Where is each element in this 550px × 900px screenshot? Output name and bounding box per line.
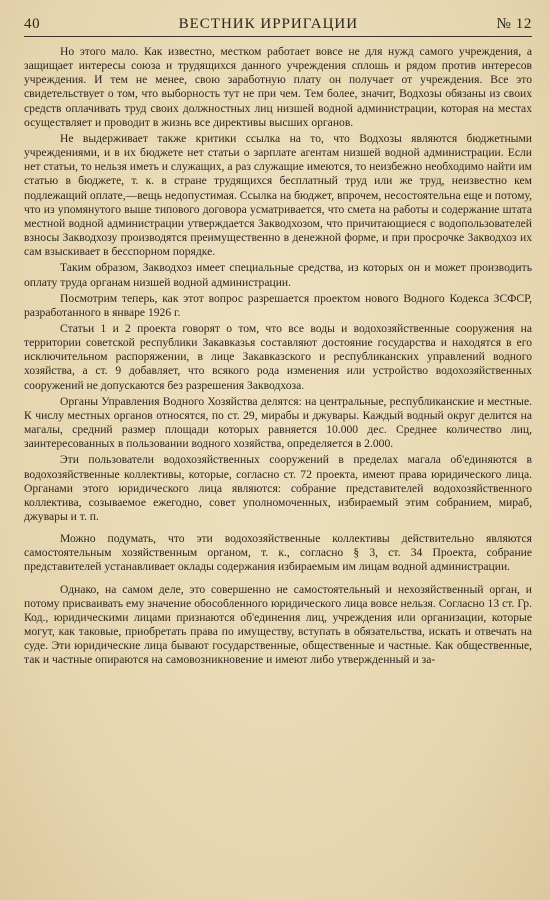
paragraph: Органы Управления Водного Хозяйства делятся: на центральные, республиканские и местные. К числу местных органов относятся, по ст. 29, мирабы и джувары. Каждый водный округ делится на магалы, средний размер площади которых равняется 10.000 дес. Среднее количество лиц, заинтересованных в пользовании водного хозяйства, определяется в 2.000. [24,394,532,451]
paragraph: Но этого мало. Как известно, местком работает вовсе не для нужд самого учреждения, а защищает интересы союза и трудящихся данного учреждения сплошь и рядом против интересов учреждения. И тем не менее, свою заработную плату он получает от учреждения. Все это свидетельствует о том, что выборность тут не при чем. Тем более, значит, Водхозы обязаны из своих средств оплачивать труд своих должностных лиц низшей водной администрации, которая на местах осуществляет и проводит в жизнь все директивы высших органов. [24,45,532,129]
paragraph: Можно подумать, что эти водохозяйственные коллективы действительно являются самостоятельным хозяйственным органом, т. к., согласно § 3, ст. 34 Проекта, собрание представителей устанавливает оклады содержания избираемым им лицам водной администрации. [24,532,532,574]
paragraph: Посмотрим теперь, как этот вопрос разрешается проектом нового Водного Кодекса ЗСФСР, разработанного в январе 1926 г. [24,291,532,319]
issue-number: № 12 [496,16,532,32]
paragraph: Однако, на самом деле, это совершенно не самостоятельный и нехозяйственный орган, и потому присваивать ему значение обособленного юридического лица вовсе нельзя. Согласно 13 ст. Гр. Код., юридическими лицами признаются об'единения лиц, учреждения или организации, которые могут, как таковые, приобретать права по имуществу, вступать в обязательства, искать и отвечать на суде. Эти юридические лица бывают государственные, общественные и частные. Как общественные, так и частные опираются на самовозникновение и имеют либо утвержденный и за- [24,582,532,667]
article-body [24,45,532,668]
page-number: 40 [24,16,41,32]
paragraph: Эти пользователи водохозяйственных сооружений в пределах магала об'единяются в водохозяйственные коллективы, которые, согласно ст. 72 проекта, имеют права юридического лица. Органами этого юридического лица являются: собрание представителей водохозяйственного коллектива, созываемое ежегодно, совет уполномоченных, избираемый этим собранием, мираб, джувары и т. п. [24,453,532,523]
page-header [24,16,532,37]
paragraph: Таким образом, Закводхоз имеет специальные средства, из которых он и может производить оплату труда органам низшей водной администрации. [24,261,532,289]
paragraph: Статьи 1 и 2 проекта говорят о том, что все воды и водохозяйственные сооружения на территории советской республики Закавказья составляют достояние государства и находятся в его исключительном распоряжении, в лице Закавказского и республиканских управлений водного хозяйства, а ст. 9 добавляет, что всякого рода изменения или устройство водохозяйственных сооружений не допускаются без разрешения Закводхоза. [24,321,532,392]
journal-title: ВЕСТНИК ИРРИГАЦИИ [178,16,359,32]
paragraph: Не выдерживает также критики ссылка на то, что Водхозы являются бюджетными учреждениями, и в их бюджете нет статьи о зарплате агентам низшей водной администрации. Если нет статьи, то нельзя иметь и служащих, а раз служащие имеются, то неизбежно необходимо найти им статью в бюджете, т. к. в стране трудящихся бесплатный труд или же труд, неизвестно кем подлежащий оплате,—вещь недопустимая. Ссылка на бюджет, впрочем, несостоятельна еще и потому, что из упомянутого выше типового договора усматривается, что смета на работы и содержание штата местной водной администрации утверждается Закводхозом, что причитающиеся с водопользователей взносы Закводхозу производятся преимущественно в денежной форме, и при просрочке Закводхоз их сам взыскивает в бесспорном порядке. [24,131,532,259]
